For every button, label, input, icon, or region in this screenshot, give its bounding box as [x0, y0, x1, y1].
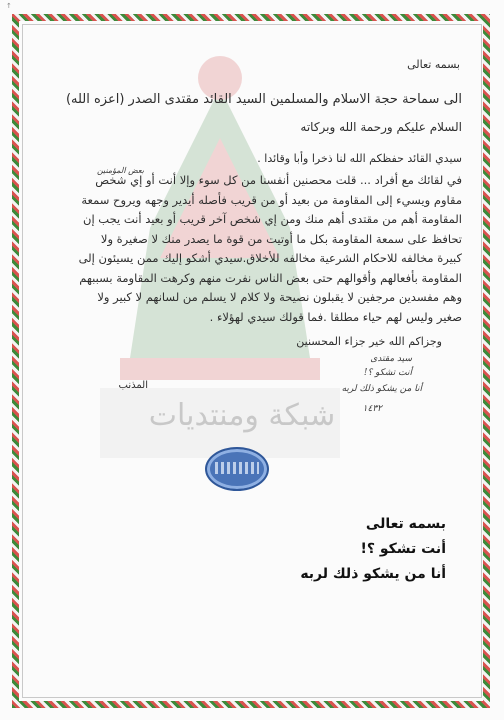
- letter-addressee: الى سماحة حجة الاسلام والمسلمين السيد القائد مقتدى الصدر (اعزه الله): [65, 92, 462, 107]
- typed-reply: [300, 512, 446, 587]
- handwritten-reply-line: أنا من يشكو ذلك لربه: [341, 384, 422, 394]
- body-line: كبيرة مخالفه للاحكام الشرعية مخالفه للأخلاق.سيدي أشكو إليك ممن يسيئون إلى: [78, 251, 462, 265]
- typed-reply-line: أنت تشكو ؟!: [360, 541, 446, 557]
- body-line: المقاومة بأفعالهم وأقوالهم حتى بعض الناس نفرت منهم وكرهت المقاومة بسببهم: [79, 270, 462, 285]
- handwritten-date: ١٤٣٢: [362, 404, 382, 414]
- typed-reply-line: أنا من يشكو ذلك لربه: [300, 566, 446, 582]
- body-line: مقاوم ويسيء إلى المقاومة من بعيد أو من قريب فأصله أيدير وجهه ويروح سمعة: [81, 192, 462, 207]
- handwritten-reply-line: أنت تشكو ؟!: [363, 368, 412, 378]
- body-line: في لقائك مع أفراد ... قلت محصنين أنفسنا من كل سوء وإلا أنت أو إي شخص: [95, 173, 462, 187]
- body-line: صغير وليس لهم حياء مطلقا .فما قولك سيدي لهؤلاء .: [209, 309, 462, 324]
- seal-stamp: [205, 447, 269, 491]
- watermark-text: شبكة ومنتديات: [148, 398, 336, 433]
- letter-greeting: السلام عليكم ورحمة الله وبركاته: [300, 120, 462, 134]
- signature-label: المذنب: [118, 380, 148, 391]
- body-line: المقاومة أهم من مقتدى أهم منك ومن إي شخص آخر قريب أو بعيد أنت يجب إن: [83, 212, 462, 226]
- letter-salutation: بسمه تعالى: [407, 58, 460, 71]
- page-corner-mark: ↑: [6, 2, 12, 10]
- handwritten-insert: بعض المؤمنين: [96, 166, 144, 175]
- typed-reply-line: بسمه تعالى: [365, 516, 446, 532]
- letter-closing: وجزاكم الله خير جزاء المحسنين: [296, 335, 442, 348]
- body-line: وهم مفسدين مرجفين لا يقبلون نصيحة ولا كلام لا يسلم من لسانهم لا كبير ولا: [97, 290, 462, 304]
- handwritten-reply-line: سيد مقتدى: [370, 354, 412, 364]
- letter-paragraph: [36, 171, 462, 327]
- letter-opening: سيدي القائد حفظكم الله لنا ذخرا وأبا وقائدا .: [257, 152, 462, 165]
- body-line: تحافظ على سمعة المقاومة بكل ما أوتيت من قوة ما يصدر منك لا صغيرة ولا: [100, 231, 462, 246]
